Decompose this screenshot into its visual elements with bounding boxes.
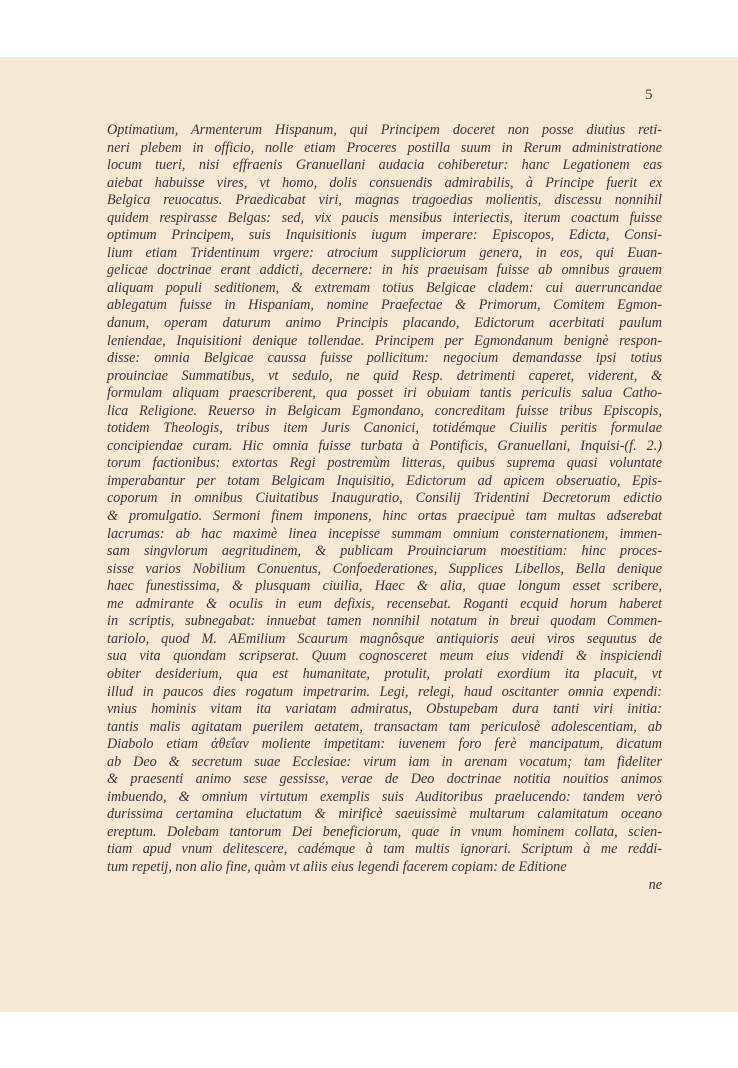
catchword: ne [648,876,662,893]
text-line: prouinciae Summatibus, vt sedulo, ne quid Resp. detrimenti caperet, viderent, & [107,367,662,384]
text-line: tariolo, quod M. AEmilium Scaurum magnôsque antiquioris aeui viros sequutus de [107,630,662,647]
text-line: & praesenti animo sese gessisse, verae de Deo doctrinae notitia nouitios animos [107,771,662,788]
text-line: illud in paucos dies rogatum impetrarim. Legi, relegi, haud oscitanter omnia expendi: [107,683,662,700]
text-line: locum tueri, nisi effraenis Granuellani audacia cohiberetur: hanc Legationem eas [107,157,662,174]
text-line: ab Deo & secretum suae Ecclesiae: virum iam in arenam vocatum; tam fideliter [107,753,662,770]
text-line: haec funestissima, & plusquam ciuilia, Haec & alia, quae longum esset scribere, [107,578,662,595]
text-line: formulam aliquam praescriberent, qua posset iri obuiam tantis periculis salua Catho- [107,385,662,402]
text-line: tum repetij, non alio fine, quàm vt aliis eius legendi facerem copiam: de Editione [107,858,567,875]
text-line: Diabolo etiam ἀθεΐαν moliente impetitam: iuvenem foro ferè mancipatum, dicatum [107,736,662,753]
text-line: aliquam populi seditionem, & extremam totius Belgicae cladem: cui auerruncandae [107,279,662,296]
text-line: me admirante & oculis in eum defixis, recensebat. Roganti ecquid horum haberet [107,595,662,612]
text-line: sua vita quondam scripserat. Quum cognosceret meum eius videndi & inspiciendi [107,648,662,665]
text-line: disse: omnia Belgicae caussa fuisse pollicitum: negocium demandasse ipsi totius [107,350,662,367]
text-line: durissima certamina eluctatum & mirificè saeuissimè multarum calamitatum oceano [107,806,662,823]
text-line: leniendae, Inquisitioni denique tollendae. Principem per Egmondanum benignè respon- [107,332,662,349]
text-line: Optimatium, Armenterum Hispanum, qui Principem doceret non posse diutius reti- [107,122,662,138]
book-page [0,57,738,1012]
text-line: imperabantur per totam Belgicam Inquisitio, Edictorum ad apicem obseruatio, Epis- [107,472,662,489]
text-line: & promulgatio. Sermoni finem imponens, hinc ortas praecipuè tam multas adserebat [107,508,662,525]
body-text [107,122,662,894]
text-line: torum factionibus: extortas Regi postremùm litteras, quibus suprema quasi voluntate [107,455,662,472]
text-line: ereptum. Dolebam tantorum Dei beneficiorum, quae in vnum hominem collata, scien- [107,823,662,840]
text-line: imbuendo, & omnium virtutum exemplis suis Auditoribus praelucendo: tandem verò [107,788,662,805]
text-line: vnius hominis vitam ita variatam admiratus, Obstupebam dura tanti viri initia: [107,701,662,718]
text-line: sisse varios Nobilium Conuentus, Confoederationes, Supplices Libellos, Bella denique [107,560,662,577]
text-line: in scriptis, subnegabat: innuebat tamen nonnihil notatum in breui quodam Commen- [107,613,662,630]
text-line: coporum in omnibus Ciuitatibus Inauguratio, Consilij Tridentini Decretorum edictio [107,490,662,507]
page-number: 5 [645,87,653,103]
text-line: obiter desiderium, qua est humanitate, protulit, prolati exordium ita placuit, vt [107,665,662,682]
text-line: lacrumas: ab hac maximè linea incepisse summam omnium consternationem, immen- [107,525,662,542]
text-line: ablegatum fuisse in Hispaniam, nomine Praefectae & Primorum, Comitem Egmon- [107,297,662,314]
text-line: lium etiam Tridentinum vrgere: atrocium suppliciorum genera, in eos, qui Euan- [107,244,662,261]
text-line: sam singvlorum aegritudinem, & publicam Prouinciarum moestitiam: hinc proces- [107,543,662,560]
text-line: tiam apud vnum delitescere, cadémque à tam multis ignorari. Scriptum à me reddi- [107,841,662,858]
text-line: aiebat habuisse vires, vt homo, dolis consuendis admirabilis, à Principe fuerit ex [107,174,662,191]
text-line: optimum Principem, suis Inquisitionis iugum imperare: Episcopos, Edicta, Consi- [107,227,662,244]
text-line: totidem Theologis, tribus item Juris Canonici, totidémque Ciuilis peritis formulae [107,420,662,437]
text-line: gelicae doctrinae erant addicti, decernere: in his praeuisam fuisse ab omnibus grauem [107,262,662,279]
text-line: quidem respirasse Belgas: sed, vix paucis mensibus interiectis, iterum coactum fuisse [107,209,662,226]
text-line: neri plebem in officio, nolle etiam Proceres postilla suum in Rerum administratione [107,139,662,156]
text-line: Belgica reuocatus. Praedicabat viri, magnas tragoedias molientis, discessu nonnihil [107,192,662,209]
text-line: lica Religione. Reuerso in Belgicam Egmondano, concreditam fuisse tribus Episcopis, [107,402,662,419]
text-line: tantis malis agitatam puerilem aetatem, transactam tam periculosè adolescentiam, ab [107,718,662,735]
text-line: concipiendae curam. Hic omnia fuisse turbata à Pontificis, Granuellani, Inquisi-(f. 2.) [107,437,662,454]
text-line: danum, operam daturum animo Principis placando, Edictorum acerbitati paulum [107,315,662,332]
